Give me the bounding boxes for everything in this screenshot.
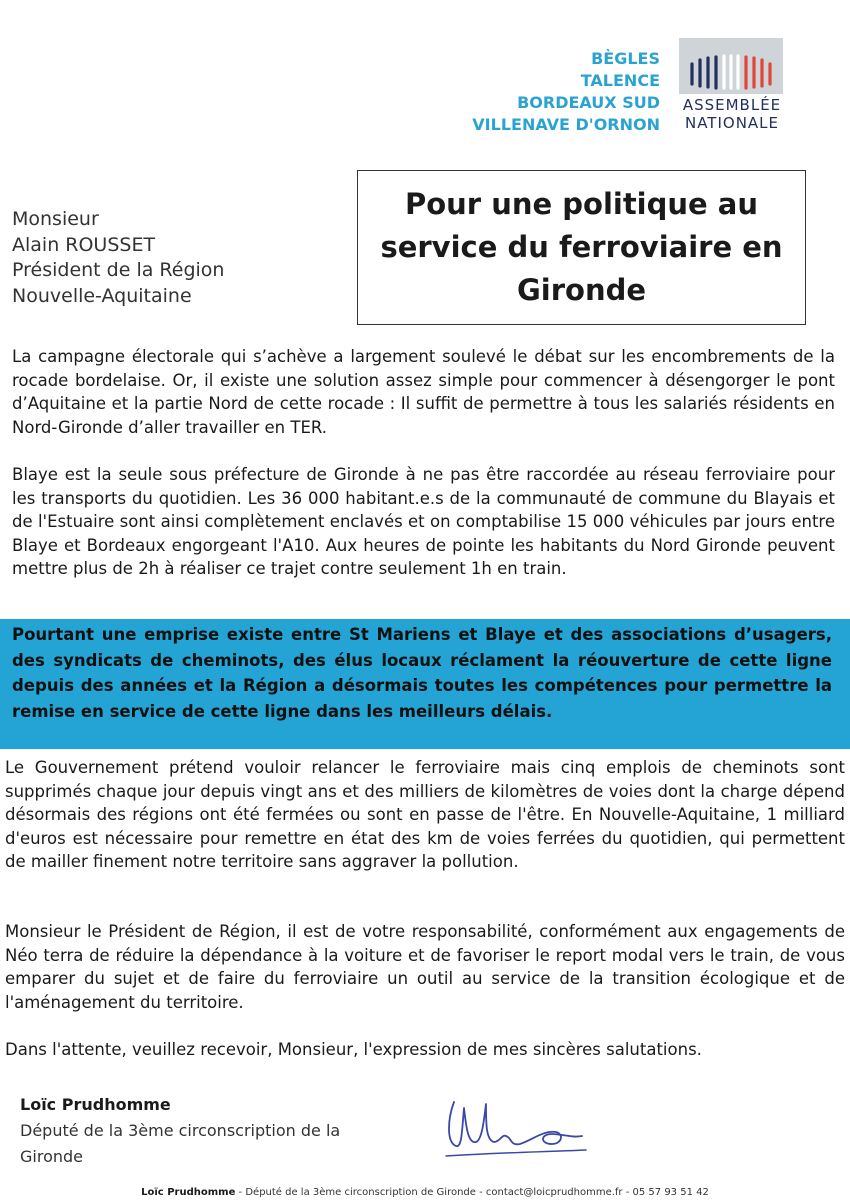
paragraph-salutations: Dans l'attente, veuillez recevoir, Monsieur, l'expression de mes sincères salutations. (5, 1040, 702, 1059)
signer-name: Loïc Prudhomme (20, 1095, 171, 1114)
signer-block (20, 1092, 340, 1170)
signer-role-line-2: Gironde (20, 1147, 83, 1166)
footer-name: Loïc Prudhomme (141, 1187, 236, 1198)
highlight-text: Pourtant une emprise existe entre St Mariens et Blaye et des associations d’usagers, des syndicats de cheminots, des élus locaux réclament la réouverture de cette ligne depuis des années et la Région a désormais toutes les compétences pour permettre la remise en service de cette ligne dans les meilleurs délais. (12, 625, 832, 721)
signer-role-line-1: Député de la 3ème circonscription de la (20, 1121, 341, 1140)
letter-title: Pour une politique au service du ferroviaire en Gironde (380, 187, 783, 307)
logo-line-2: NATIONALE (684, 114, 780, 132)
recipient-line-2: Alain ROUSSET (12, 233, 156, 256)
hemicycle-icon (679, 38, 783, 94)
recipient-line-3: Président de la Région (12, 259, 225, 281)
paragraph-gouvernement: Le Gouvernement prétend vouloir relancer le ferroviaire mais cinq emplois de cheminots sont supprimés chaque jour depuis vingt ans et des milliers de kilomètres de voies dont la charge dépend désormais des régions ont été fermées ou sont en passe de l'être. En Nouvelle-Aquitaine, 1 milliard d'euros est nécessaire pour remettre en état des km de voies ferrées du quotidien, qui permettent de mailler finement notre territoire sans aggraver la pollution. (5, 758, 845, 871)
logo-wordmark (677, 96, 787, 132)
handwritten-signature (440, 1090, 590, 1162)
letter-title-box (357, 170, 806, 325)
assemblee-nationale-logo (677, 38, 787, 138)
paragraph-president: Monsieur le Président de Région, il est de votre responsabilité, conformément aux engagements de Néo terra de réduire la dépendance à la voiture et de favoriser le report modal vers le train, de vous emparer du sujet et de faire du ferroviaire un outil au service de la transition écologique et de l'aménagement du territoire. (5, 922, 845, 1012)
recipient-address (12, 207, 224, 309)
commune-talence: TALENCE (580, 71, 660, 90)
footer-details: - Député de la 3ème circonscription de Gironde - contact@loicprudhomme.fr - 05 57 93 51 42 (235, 1187, 709, 1198)
paragraph-blaye: Blaye est la seule sous préfecture de Gironde à ne pas être raccordée au réseau ferroviaire pour les transports du quotidien. Les 36 000 habitant.e.s de la communauté de commune du Blayais et de l'Estuaire sont ainsi complètement enclavés et on comptabilise 15 000 véhicules par jours entre Blaye et Bordeaux engorgeant l'A10. Aux heures de pointe les habitants du Nord Gironde peuvent mettre plus de 2h à réaliser ce trajet contre seulement 1h en train. (12, 465, 835, 578)
constituency-list (472, 48, 660, 136)
paragraph-rocade: La campagne électorale qui s’achève a largement soulevé le débat sur les encombrements de la rocade bordelaise. Or, il existe une solution assez simple pour commencer à désengorger le pont d’Aquitaine et la partie Nord de cette rocade : Il suffit de permettre à tous les salariés résidents en Nord-Gironde d’aller travailler en TER. (12, 347, 835, 437)
recipient-line-1: Monsieur (12, 208, 99, 230)
recipient-line-4: Nouvelle-Aquitaine (12, 284, 192, 307)
logo-line-1: ASSEMBLÉE (682, 96, 782, 114)
commune-begles: BÈGLES (591, 49, 660, 68)
page-footer (0, 1186, 850, 1199)
commune-bordeaux-sud: BORDEAUX SUD (517, 93, 660, 112)
highlighted-paragraph (0, 619, 850, 749)
commune-villenave: VILLENAVE D'ORNON (472, 115, 660, 134)
